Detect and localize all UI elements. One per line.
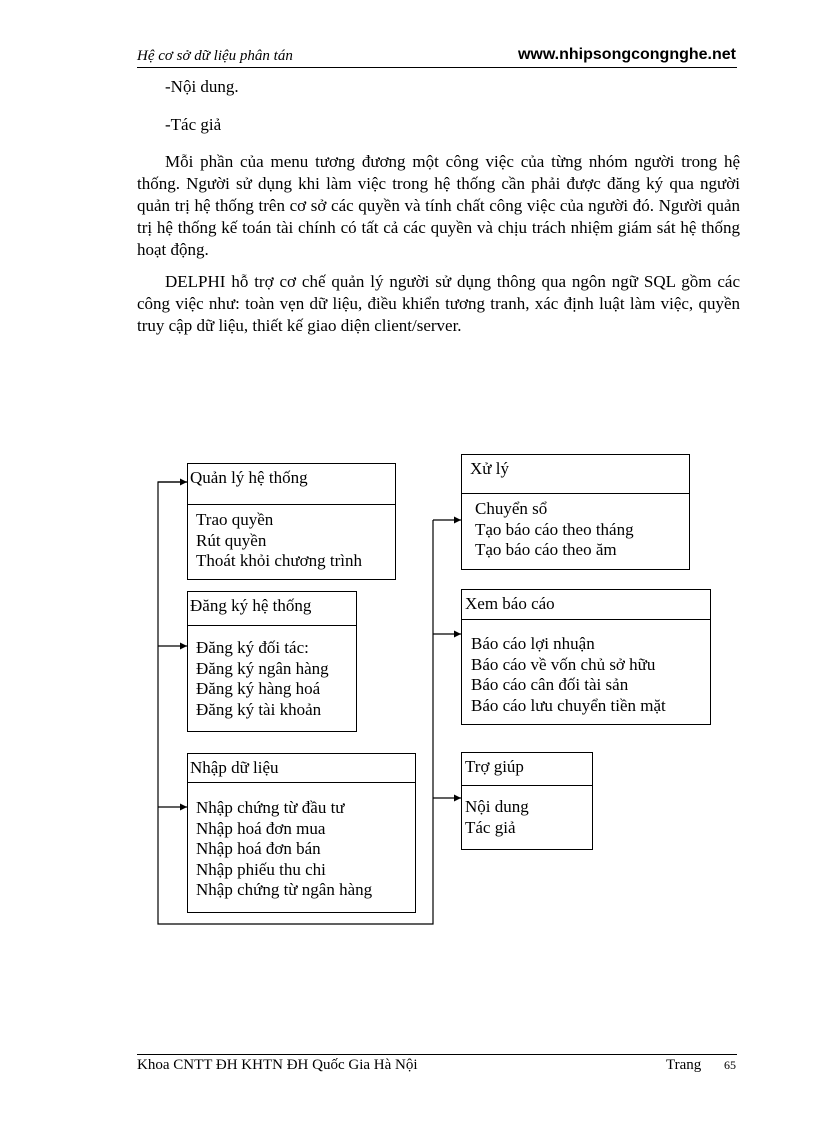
menu-items [471, 634, 666, 716]
menu-items [196, 510, 362, 572]
menu-divider [188, 625, 356, 626]
menu-item: Tạo báo cáo theo ăm [475, 540, 617, 559]
menu-items [475, 499, 634, 561]
menu-title: Trợ giúp [465, 757, 524, 776]
paragraph-menu-description: Mỗi phần của menu tương đương một công việc của từng nhóm người trong hệ thống. Người sử dụng khi làm việc trong hệ thống cần phải được đăng ký qua người quản trị hệ thống trên cơ sở các quyền và tính chất công việc của người đó. Người quản trị hệ thống kế toán tài chính có tất cả các quyền và chịu trách nhiệm giám sát hệ thống hoạt động. [137, 152, 740, 259]
list-line-noi-dung: -Nội dung. [165, 77, 239, 96]
footer-faculty: Khoa CNTT ĐH KHTN ĐH Quốc Gia Hà Nội [137, 1057, 418, 1073]
menu-title: Xử lý [470, 459, 509, 478]
menu-title: Nhập dữ liệu [190, 758, 279, 777]
menu-box-dang-ky-he-thong [187, 591, 357, 732]
list-line-tac-gia: -Tác giả [165, 115, 222, 134]
menu-item: Báo cáo cân đối tài sản [471, 675, 629, 694]
menu-items [196, 638, 329, 720]
menu-item: Báo cáo về vốn chủ sở hữu [471, 654, 656, 674]
menu-item: Nhập phiếu thu chi [196, 859, 326, 879]
menu-title: Quản lý hệ thống [190, 468, 308, 487]
menu-box-xem-bao-cao [461, 589, 711, 725]
menu-items [465, 797, 529, 838]
menu-item: Tác giả [465, 817, 516, 837]
menu-item: Nhập hoá đơn bán [196, 839, 321, 858]
footer-page-label: Trang [666, 1057, 702, 1073]
menu-item: Rút quyền [196, 530, 267, 550]
menu-item: Đăng ký hàng hoá [196, 679, 321, 698]
menu-item: Trao quyền [196, 510, 274, 529]
menu-divider [462, 785, 592, 786]
paragraph-delphi-description: DELPHI hỗ trợ cơ chế quản lý người sử dụng thông qua ngôn ngữ SQL gồm các công việc như: toàn vẹn dữ liệu, điều khiển tương tranh, xác định luật làm việc, quyền truy cập dữ liệu, thiết kế giao diện client/server. [137, 272, 740, 335]
menu-item: Đăng ký ngân hàng [196, 658, 329, 678]
menu-item: Nhập chứng từ ngân hàng [196, 880, 373, 899]
menu-item: Nội dung [465, 797, 529, 816]
running-header-title: Hệ cơ sở dữ liệu phân tán [137, 48, 293, 64]
menu-box-quan-ly-he-thong [187, 463, 396, 580]
menu-item: Nhập hoá đơn mua [196, 818, 326, 838]
menu-divider [188, 504, 395, 505]
menu-title: Đăng ký hệ thống [190, 596, 312, 615]
running-header-website[interactable]: www.nhipsongcongnghe.net [517, 46, 736, 63]
menu-item: Nhập chứng từ đầu tư [196, 798, 345, 817]
footer-page-number: 65 [724, 1058, 736, 1072]
menu-item: Đăng ký đối tác: [196, 638, 309, 657]
menu-title: Xem báo cáo [465, 594, 555, 613]
menu-item: Thoát khỏi chương trình [196, 551, 362, 570]
menu-item: Đăng ký tài khoản [196, 699, 322, 719]
menu-box-nhap-du-lieu [187, 753, 416, 913]
menu-divider [462, 619, 710, 620]
menu-item: Báo cáo lợi nhuận [471, 634, 595, 653]
footer-rule [137, 1054, 737, 1055]
menu-item: Tạo báo cáo theo tháng [475, 519, 634, 539]
menu-item: Báo cáo lưu chuyển tiền mặt [471, 695, 666, 715]
menu-box-tro-giup [461, 752, 593, 850]
menu-box-xu-ly [461, 454, 690, 570]
menu-items [196, 798, 372, 901]
menu-divider [462, 493, 689, 494]
menu-divider [188, 782, 415, 783]
menu-item: Chuyển sổ [475, 499, 548, 518]
